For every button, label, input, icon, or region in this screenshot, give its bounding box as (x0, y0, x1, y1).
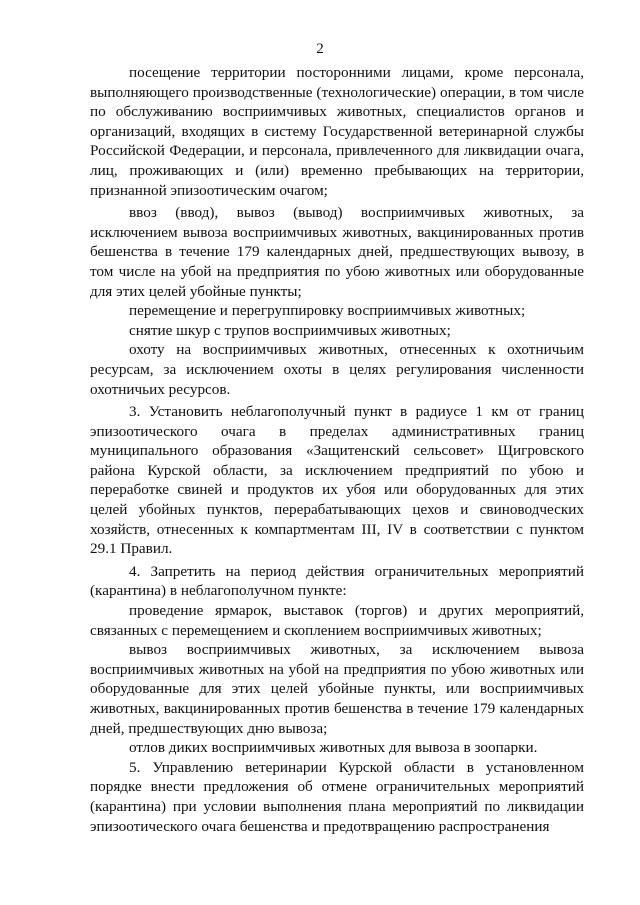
paragraph-item-4: 4. Запретить на период действия ограничительных мероприятий (карантина) в неблагополучном пункте: (90, 562, 584, 600)
paragraph-item-5: 5. Управлению ветеринарии Курской области в установленном порядке внести предложения об отмене ограничительных мероприятий (карантина) при условии выполнения плана мероприятий по ликвидации эпизоотического очага бешенства и предотвращению распространения (90, 758, 584, 835)
document-body (90, 63, 584, 836)
paragraph-restriction-fairs: проведение ярмарок, выставок (торгов) и других мероприятий, связанных с перемещением и скоплением восприимчивых животных; (90, 602, 584, 639)
paragraph-restriction-visits: посещение территории посторонними лицами, кроме персонала, выполняющего производственные (технологические) операции, в том числе по обслуживанию восприимчивых животных, специалистов органов и организаций, входящих в систему Государственной ветеринарной службы Российской Федерации, и персонала, привлеченного для ликвидации очага, лиц, проживающих и (или) временно пребывающих на территории, признанной эпизоотическим очагом; (90, 64, 584, 199)
paragraph-restriction-movement: перемещение и перегруппировку восприимчивых животных; (129, 302, 526, 320)
paragraph-item-3: 3. Установить неблагополучный пункт в радиусе 1 км от границ эпизоотического очага в пределах административных границ муниципального образования «Защитенский сельсовет» Щигровского района Курской области, за исключением предприятий по убою и переработке свиней и продуктов их убоя или оборудованных для этих целей убойных пунктов, перерабатывающих цехов и свиноводческих хозяйств, отнесенных к компартментам III, IV в соответствии с пунктом 29.1 Правил. (90, 403, 584, 558)
paragraph-restriction-import-export: ввоз (ввод), вывоз (вывод) восприимчивых животных, за исключением вывоза восприимчивых животных, вакцинированных против бешенства в течение 179 календарных дней, предшествующих вывозу, в том числе на убой на предприятия по убою животных или оборудованные для этих целей убойные пункты; (90, 204, 584, 300)
paragraph-restriction-capture: отлов диких восприимчивых животных для вывоза в зоопарки. (129, 739, 538, 757)
paragraph-restriction-hunting: охоту на восприимчивых животных, отнесенных к охотничьим ресурсам, за исключением охоты в целях регулирования численности охотничьих ресурсов. (90, 341, 584, 398)
paragraph-restriction-removal: вывоз восприимчивых животных, за исключением вывоза восприимчивых животных на убой на предприятия по убою животных или оборудованные для этих целей убойные пункты, или восприимчивых животных, вакцинированных против бешенства в течение 179 календарных дней, предшествующих дню вывоза; (90, 641, 584, 737)
page-number: 2 (316, 41, 324, 57)
paragraph-restriction-skinning: снятие шкур с трупов восприимчивых животных; (129, 321, 451, 339)
